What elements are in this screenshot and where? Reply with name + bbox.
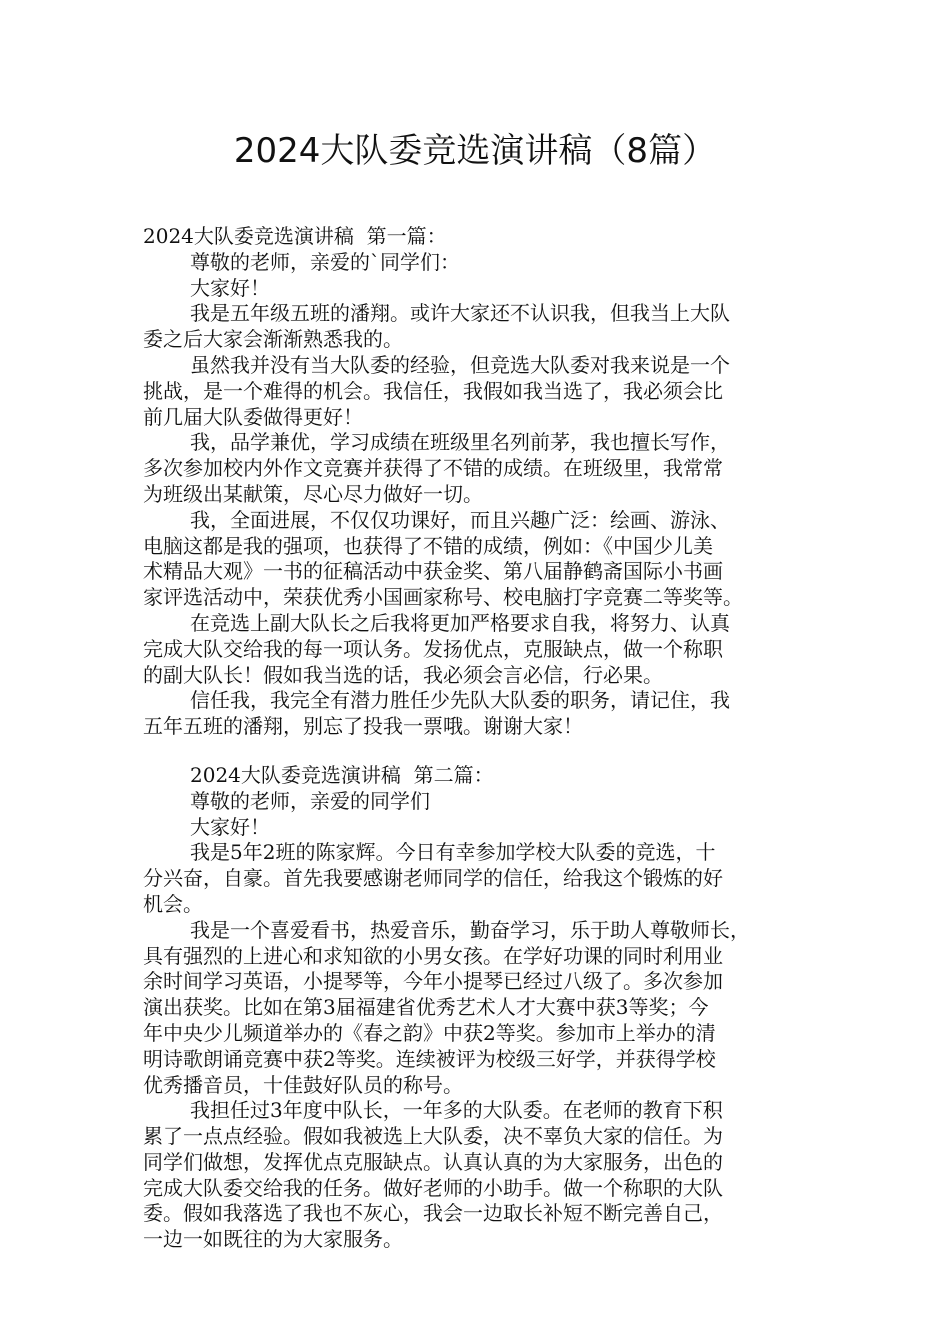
paragraph-line: 电脑这都是我的强项，也获得了不错的成绩，例如：《中国少儿美 (143, 533, 713, 558)
paragraph-line: 多次参加校内外作文竞赛并获得了不错的成绩。在班级里，我常常 (143, 456, 723, 481)
paragraph-line: 完成大队交给我的每一项认务。发扬优点，克服缺点，做一个称职 (143, 636, 723, 661)
greeting-line: 尊敬的老师，亲爱的`同学们： (190, 249, 460, 274)
paragraph-line: 具有强烈的上进心和求知欲的小男女孩。在学好功课的同时利用业 (143, 943, 723, 968)
paragraph-line: 我是五年级五班的潘翔。或许大家还不认识我，但我当上大队 (190, 301, 730, 326)
paragraph-line: 家评选活动中，荣获优秀小国画家称号、校电脑打字竞赛二等奖等。 (143, 585, 743, 610)
paragraph-line: 机会。 (143, 891, 203, 916)
paragraph-line: 术精品大观》一书的征稿活动中获金奖、第八届静鹤斋国际小书画 (143, 559, 723, 584)
paragraph-line: 挑战，是一个难得的机会。我信任，我假如我当选了，我必须会比 (143, 378, 723, 403)
paragraph-line: 分兴奋，自豪。首先我要感谢老师同学的信任，给我这个锻炼的好 (143, 866, 723, 891)
section-heading-2: 2024大队委竞选演讲稿 第二篇： (190, 762, 494, 787)
paragraph-line: 我担任过3年度中队长，一年多的大队委。在老师的教育下积 (190, 1098, 723, 1123)
paragraph-line: 优秀播音员，十佳鼓好队员的称号。 (143, 1072, 463, 1097)
paragraph-line: 在竞选上副大队长之后我将更加严格要求自我，将努力、认真 (190, 610, 730, 635)
document-body (143, 224, 823, 1253)
greeting-line: 大家好！ (190, 275, 270, 300)
paragraph-line: 为班级出某献策，尽心尽力做好一切。 (143, 481, 483, 506)
paragraph-line: 我是一个喜爱看书，热爱音乐，勤奋学习，乐于助人尊敬师长， (190, 917, 750, 942)
greeting-line: 大家好！ (190, 814, 270, 839)
paragraph-line: 一边一如既往的为大家服务。 (143, 1227, 403, 1252)
paragraph-line: 委之后大家会渐渐熟悉我的。 (143, 327, 403, 352)
paragraph-line: 年中央少儿频道举办的《春之韵》中获2等奖。参加市上举办的清 (143, 1020, 716, 1045)
paragraph-line: 完成大队委交给我的任务。做好老师的小助手。做一个称职的大队 (143, 1175, 723, 1200)
paragraph-line: 五年五班的潘翔，别忘了投我一票哦。谢谢大家！ (143, 714, 583, 739)
paragraph-line: 我是5年2班的陈家辉。今日有幸参加学校大队委的竞选，十 (190, 840, 716, 865)
paragraph-line: 信任我，我完全有潜力胜任少先队大队委的职务，请记住，我 (190, 688, 730, 713)
greeting-line: 尊敬的老师，亲爱的同学们 (190, 788, 430, 813)
paragraph-line: 我，全面进展，不仅仅功课好，而且兴趣广泛：绘画、游泳、 (190, 507, 730, 532)
paragraph-line: 前几届大队委做得更好！ (143, 404, 363, 429)
paragraph-line: 明诗歌朗诵竞赛中获2等奖。连续被评为校级三好学，并获得学校 (143, 1046, 716, 1071)
document-title: 2024大队委竞选演讲稿（8篇） (233, 131, 717, 171)
paragraph-line: 委。假如我落选了我也不灰心，我会一边取长补短不断完善自己， (143, 1201, 723, 1226)
paragraph-line: 的副大队长！假如我当选的话，我必须会言必信，行必果。 (143, 662, 663, 687)
section-heading-1: 2024大队委竞选演讲稿 第一篇： (143, 224, 447, 248)
paragraph-line: 累了一点点经验。假如我被选上大队委，决不辜负大家的信任。为 (143, 1124, 723, 1149)
paragraph-line: 演出获奖。比如在第3届福建省优秀艺术人才大赛中获3等奖；今 (143, 995, 709, 1020)
paragraph-line: 同学们做想，发挥优点克服缺点。认真认真的为大家服务，出色的 (143, 1149, 723, 1174)
paragraph-line: 虽然我并没有当大队委的经验，但竞选大队委对我来说是一个 (190, 352, 730, 377)
paragraph-line: 余时间学习英语，小提琴等，今年小提琴已经过八级了。多次参加 (143, 969, 723, 994)
paragraph-line: 我，品学兼优，学习成绩在班级里名列前茅，我也擅长写作， (190, 430, 730, 455)
section-spacer (143, 740, 823, 763)
